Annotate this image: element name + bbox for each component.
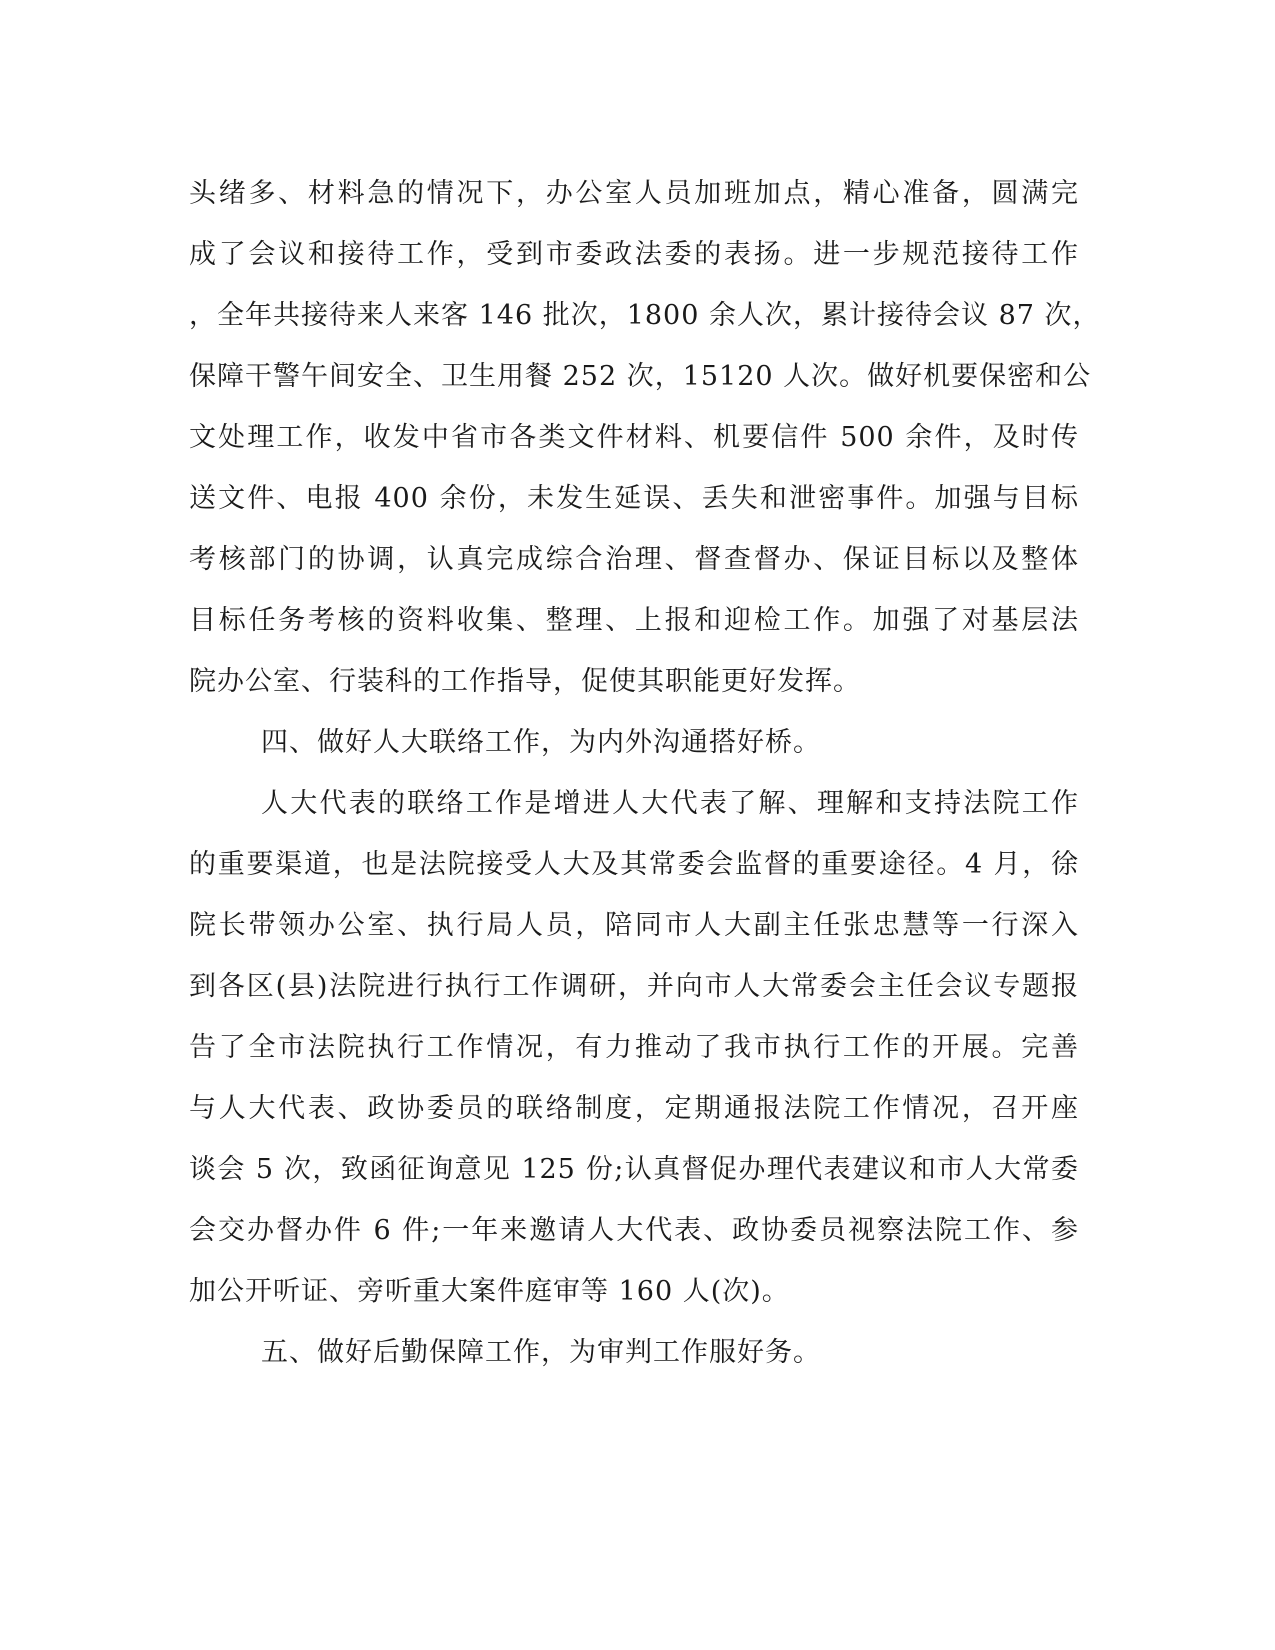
text-line: 与人大代表、政协委员的联络制度，定期通报法院工作情况，召开座 (189, 1093, 1079, 1124)
text-line: 送文件、电报 400 余份，未发生延误、丢失和泄密事件。加强与目标 (189, 483, 1079, 514)
heading-line: 四、做好人大联络工作，为内外沟通搭好桥。 (261, 727, 821, 758)
text-line: 人大代表的联络工作是增进人大代表了解、理解和支持法院工作 (261, 788, 1079, 819)
paragraph-reception-work (189, 163, 1101, 712)
document-body (189, 163, 1101, 1383)
text-line: 院长带领办公室、执行局人员，陪同市人大副主任张忠慧等一行深入 (189, 910, 1079, 941)
text-line: 头绪多、材料急的情况下，办公室人员加班加点，精心准备，圆满完 (189, 178, 1079, 209)
text-line: 保障干警午间安全、卫生用餐 252 次，15120 人次。做好机要保密和公 (189, 361, 1092, 392)
text-line: 考核部门的协调，认真完成综合治理、督查督办、保证目标以及整体 (189, 544, 1079, 575)
text-line: 加公开听证、旁听重大案件庭审等 160 人(次)。 (189, 1276, 790, 1307)
text-line: 成了会议和接待工作，受到市委政法委的表扬。进一步规范接待工作 (189, 239, 1079, 270)
text-line: 谈会 5 次，致函征询意见 125 份;认真督促办理代表建议和市人大常委 (189, 1154, 1079, 1185)
section-heading-four (189, 712, 1079, 773)
text-line: 目标任务考核的资料收集、整理、上报和迎检工作。加强了对基层法 (189, 605, 1079, 636)
section-heading-five (189, 1322, 1079, 1383)
paragraph-npc-liaison (189, 773, 1079, 1322)
text-line: 会交办督办件 6 件;一年来邀请人大代表、政协委员视察法院工作、参 (189, 1215, 1079, 1246)
heading-line: 五、做好后勤保障工作，为审判工作服好务。 (261, 1337, 821, 1368)
text-line: 告了全市法院执行工作情况，有力推动了我市执行工作的开展。完善 (189, 1032, 1079, 1063)
text-line: 文处理工作，收发中省市各类文件材料、机要信件 500 余件，及时传 (189, 422, 1079, 453)
text-line: 的重要渠道，也是法院接受人大及其常委会监督的重要途径。4 月，徐 (189, 849, 1079, 880)
text-line: ，全年共接待来人来客 146 批次，1800 余人次，累计接待会议 87 次， (189, 300, 1101, 331)
text-line: 到各区(县)法院进行执行工作调研，并向市人大常委会主任会议专题报 (189, 971, 1079, 1002)
text-line: 院办公室、行装科的工作指导，促使其职能更好发挥。 (189, 666, 861, 697)
